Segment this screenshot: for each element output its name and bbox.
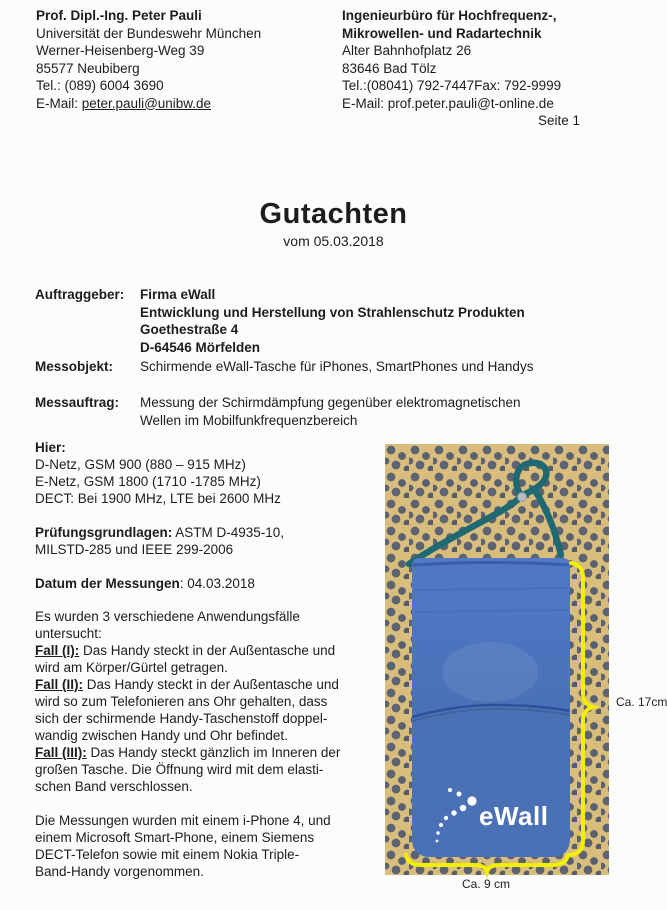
- text-line: [35, 575, 385, 592]
- text-line: D-64546 Mörfelden: [140, 339, 261, 355]
- sender-name: Prof. Dipl.-Ing. Peter Pauli: [36, 8, 202, 23]
- messungen-block: [35, 812, 385, 880]
- text-line: Entwicklung und Herstellung von Strahlenschutz Produkten: [140, 304, 525, 320]
- email-link[interactable]: peter.pauli@unibw.de: [81, 95, 212, 111]
- product-photo: [385, 444, 667, 891]
- text-line: Messung der Schirmdämpfung gegenüber elektromagnetischen: [140, 395, 521, 410]
- document-title: Gutachten: [259, 198, 408, 230]
- messobjekt-value: Schirmende eWall-Tasche für iPhones, SmartPhones und Handys: [140, 359, 534, 374]
- pouch-illustration: [385, 444, 609, 894]
- company-name-line: Mikrowellen- und Radartechnik: [342, 25, 542, 41]
- sender-block-left: [36, 7, 261, 112]
- phone-fax-line: Tel.:(08041) 792-7447Fax: 792-9999: [342, 78, 562, 93]
- email-prefix: E-Mail:: [36, 95, 82, 111]
- auftraggeber-value: [140, 286, 525, 356]
- fall-2-line: [35, 676, 385, 693]
- phone-line: Tel.: (089) 6004 3690: [36, 78, 164, 93]
- height-measure-brace: [571, 563, 593, 855]
- messauftrag-label: Messauftrag:: [35, 395, 120, 410]
- text-line: wird am Körper/Gürtel getragen.: [35, 660, 228, 675]
- messobjekt-row: [35, 358, 533, 376]
- fall-3-label: Fall (III):: [35, 745, 87, 760]
- text-line: untersucht:: [35, 626, 102, 641]
- text-line: Es wurden 3 verschiedene Anwendungsfälle: [35, 609, 300, 624]
- fall-1-text: Das Handy steckt in der Außentasche und: [79, 643, 336, 658]
- text-line: Firma eWall: [140, 287, 216, 302]
- width-measure-bracket: [406, 855, 568, 872]
- frequency-line: E-Netz, GSM 1800 (1710 -1785 MHz): [35, 474, 261, 489]
- hier-label: Hier:: [35, 440, 66, 455]
- datum-label: Datum der Messungen: [35, 576, 180, 591]
- fall-2-text: Das Handy steckt in der Außentasche und: [83, 677, 339, 692]
- fall-2-label: Fall (II):: [35, 677, 83, 692]
- text-line: großen Tasche. Die Öffnung wird mit dem elasti-: [35, 762, 324, 777]
- fall-1-label: Fall (I):: [35, 643, 80, 658]
- anwendungsfaelle-block: [35, 608, 385, 795]
- messauftrag-value: [140, 394, 520, 429]
- phone-bulge-highlight: [442, 642, 538, 702]
- frequency-line: DECT: Bei 1900 MHz, LTE bei 2600 MHz: [35, 491, 281, 506]
- height-dimension-label: Ca. 17cm: [616, 695, 667, 709]
- pruefung-label: Prüfungsgrundlagen:: [35, 525, 173, 540]
- messdatum-block: [35, 575, 385, 592]
- text-line: Werner-Heisenberg-Weg 39: [36, 43, 205, 58]
- page-number: Seite 1: [537, 113, 580, 128]
- text-line: 83646 Bad Tölz: [342, 60, 437, 76]
- text-line: Universität der Bundeswehr München: [36, 25, 262, 41]
- frequency-block: [35, 439, 385, 507]
- text-line: DECT-Telefon sowie mit einem Nokia Triple-: [35, 847, 300, 862]
- text-line: Wellen im Mobilfunkfrequenzbereich: [140, 412, 358, 428]
- text-line: [35, 524, 385, 541]
- text-line: MILSTD-285 und IEEE 299-2006: [35, 542, 234, 557]
- frequency-line: D-Netz, GSM 900 (880 – 915 MHz): [35, 457, 246, 472]
- email-link[interactable]: prof.peter.pauli@t-online.de: [387, 95, 554, 111]
- document-date: vom 05.03.2018: [283, 233, 384, 249]
- ewall-logo-text: eWall: [479, 801, 549, 831]
- text-line: schen Band verschlossen.: [35, 779, 193, 794]
- auftraggeber-row: [35, 286, 525, 356]
- text-line: einem Microsoft Smart-Phone, einem Siemens: [35, 830, 315, 845]
- pruefung-rest: ASTM D-4935-10,: [172, 525, 285, 540]
- email-line: [36, 95, 261, 113]
- text-line: 85577 Neubiberg: [36, 60, 140, 76]
- email-prefix: E-Mail:: [342, 95, 388, 111]
- fall-3-line: [35, 744, 385, 761]
- text-line: Alter Bahnhofplatz 26: [342, 43, 472, 58]
- text-line: sich der schirmende Handy-Taschenstoff doppel-: [35, 711, 328, 726]
- company-name-line: Ingenieurbüro für Hochfrequenz-,: [342, 8, 557, 23]
- pruefungsgrundlagen-block: [35, 524, 385, 558]
- messobjekt-label: Messobjekt:: [35, 359, 114, 374]
- title-block: [0, 197, 667, 250]
- auftraggeber-label: Auftraggeber:: [35, 287, 125, 302]
- text-line: wandig zwischen Handy und Ohr befindet.: [35, 728, 288, 743]
- strap-graphic: [409, 463, 561, 564]
- messauftrag-row: [35, 394, 520, 429]
- text-line: Die Messungen wurden mit einem i-Phone 4, und: [35, 813, 331, 828]
- sender-block-right: [342, 7, 580, 130]
- strap-clasp: [518, 493, 527, 502]
- datum-value: : 04.03.2018: [179, 576, 255, 591]
- text-line: Goethestraße 4: [140, 322, 239, 337]
- fall-1-line: [35, 642, 385, 659]
- text-line: Band-Handy vorgenommen.: [35, 864, 204, 879]
- fall-3-text: Das Handy steckt gänzlich im Inneren der: [86, 745, 341, 760]
- email-line: [342, 95, 580, 113]
- text-line: wird so zum Telefonieren ans Ohr gehalten, dass: [35, 694, 328, 709]
- width-dimension-label: Ca. 9 cm: [462, 877, 511, 891]
- bag-outer-pocket: [412, 705, 570, 857]
